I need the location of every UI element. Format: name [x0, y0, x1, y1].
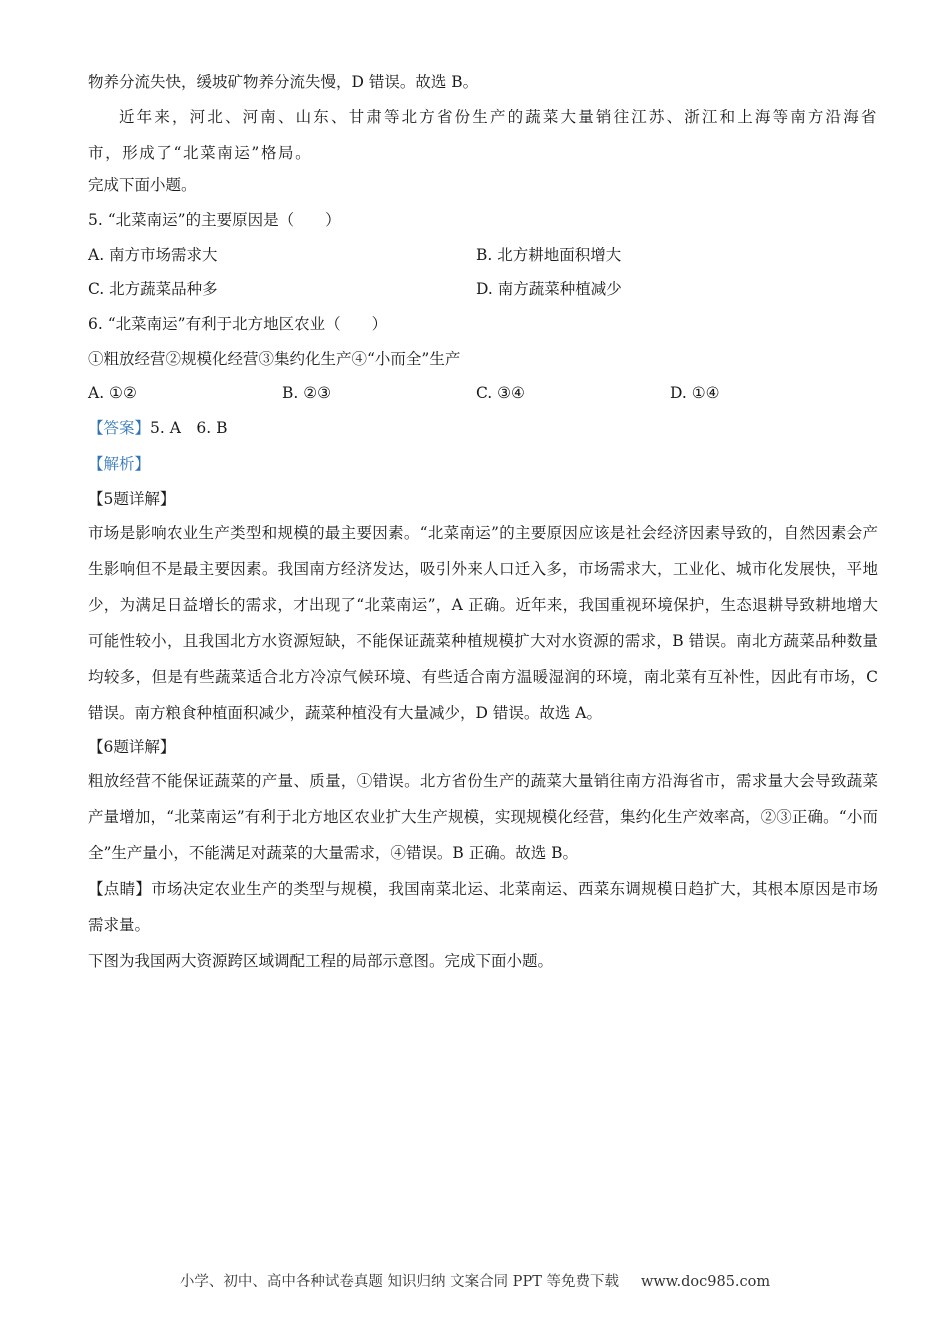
answer-text: 5. A 6. B — [150, 419, 228, 437]
question-6-options — [88, 383, 878, 403]
q6-option-b: B. ②③ — [282, 384, 332, 402]
q6-option-d: D. ①④ — [670, 384, 720, 402]
detail-5-text: 市场是影响农业生产类型和规模的最主要因素。“北菜南运”的主要原因应该是社会经济因素导致的，自然因素会产生影响但不是最主要因素。我国南方经济发达，吸引外来人口迁入多，市场需求大，工业化、城市化发展快，平地少，为满足日益增长的需求，才出现了“北菜南运”，A 正确。近年来，我国重视环境保护，生态退耕导致耕地增大可能性较小，且我国北方水资源短缺，不能保证蔬菜种植规模扩大对水资源的需求，B 错误。南北方蔬菜品种数量均较多，但是有些蔬菜适合北方冷凉气候环境、有些适合南方温暖湿润的环境，南北菜有互补性，因此有市场，C 错误。南方粮食种植面积减少，蔬菜种植没有大量减少，D 错误。故选 A。 — [88, 524, 878, 722]
note-paragraph — [88, 871, 878, 943]
q5-option-a: A. 南方市场需求大 — [88, 246, 218, 264]
note-tag: 【点睛】 — [88, 880, 152, 898]
material-intro: 近年来，河北、河南、山东、甘肃等北方省份生产的蔬菜大量销往江苏、浙江和上海等南方沿海省市，形成了“北菜南运”格局。 — [88, 108, 878, 162]
question-5-stem: 5. “北菜南运”的主要原因是（ ） — [88, 211, 341, 229]
document-page — [88, 72, 878, 979]
page-footer — [0, 1270, 950, 1291]
detail-6-title: 【6题详解】 — [88, 738, 176, 756]
detail-6-text: 粗放经营不能保证蔬菜的产量、质量，①错误。北方省份生产的蔬菜大量销往南方沿海省市，需求量大会导致蔬菜产量增加，“北菜南运”有利于北方地区农业扩大生产规模，实现规模化经营，集约化生产效率高，②③正确。“小而全”生产量小，不能满足对蔬菜的大量需求，④错误。B 正确。故选 B。 — [88, 772, 878, 862]
next-material-intro: 下图为我国两大资源跨区域调配工程的局部示意图。完成下面小题。 — [88, 952, 554, 970]
question-6-items: ①粗放经营②规模化经营③集约化生产④“小而全”生产 — [88, 350, 461, 368]
footer-text: 小学、初中、高中各种试卷真题 知识归纳 文案合同 PPT 等免费下载 — [179, 1274, 619, 1290]
previous-answer-tail: 物养分流失快，缓坡矿物养分流失慢，D 错误。故选 B。 — [88, 73, 479, 91]
task-instruction: 完成下面小题。 — [88, 176, 197, 194]
detail-5-title: 【5题详解】 — [88, 490, 176, 508]
note-text: 市场决定农业生产的类型与规模，我国南菜北运、北菜南运、西菜东调规模日趋扩大，其根本原因是市场需求量。 — [88, 880, 878, 934]
answer-tag: 【答案】 — [88, 419, 151, 437]
question-5-options-row-1 — [88, 245, 878, 265]
question-6-stem: 6. “北菜南运”有利于北方地区农业（ ） — [88, 315, 388, 333]
footer-url[interactable]: www.doc985.com — [640, 1274, 771, 1290]
q6-option-c: C. ③④ — [476, 384, 525, 402]
q5-option-c: C. 北方蔬菜品种多 — [88, 280, 218, 298]
analysis-tag: 【解析】 — [88, 455, 151, 473]
q6-option-a: A. ①② — [88, 384, 137, 402]
question-5-options-row-2 — [88, 279, 878, 299]
answer-line — [88, 418, 878, 438]
q5-option-d: D. 南方蔬菜种植减少 — [476, 280, 622, 298]
q5-option-b: B. 北方耕地面积增大 — [476, 246, 622, 264]
